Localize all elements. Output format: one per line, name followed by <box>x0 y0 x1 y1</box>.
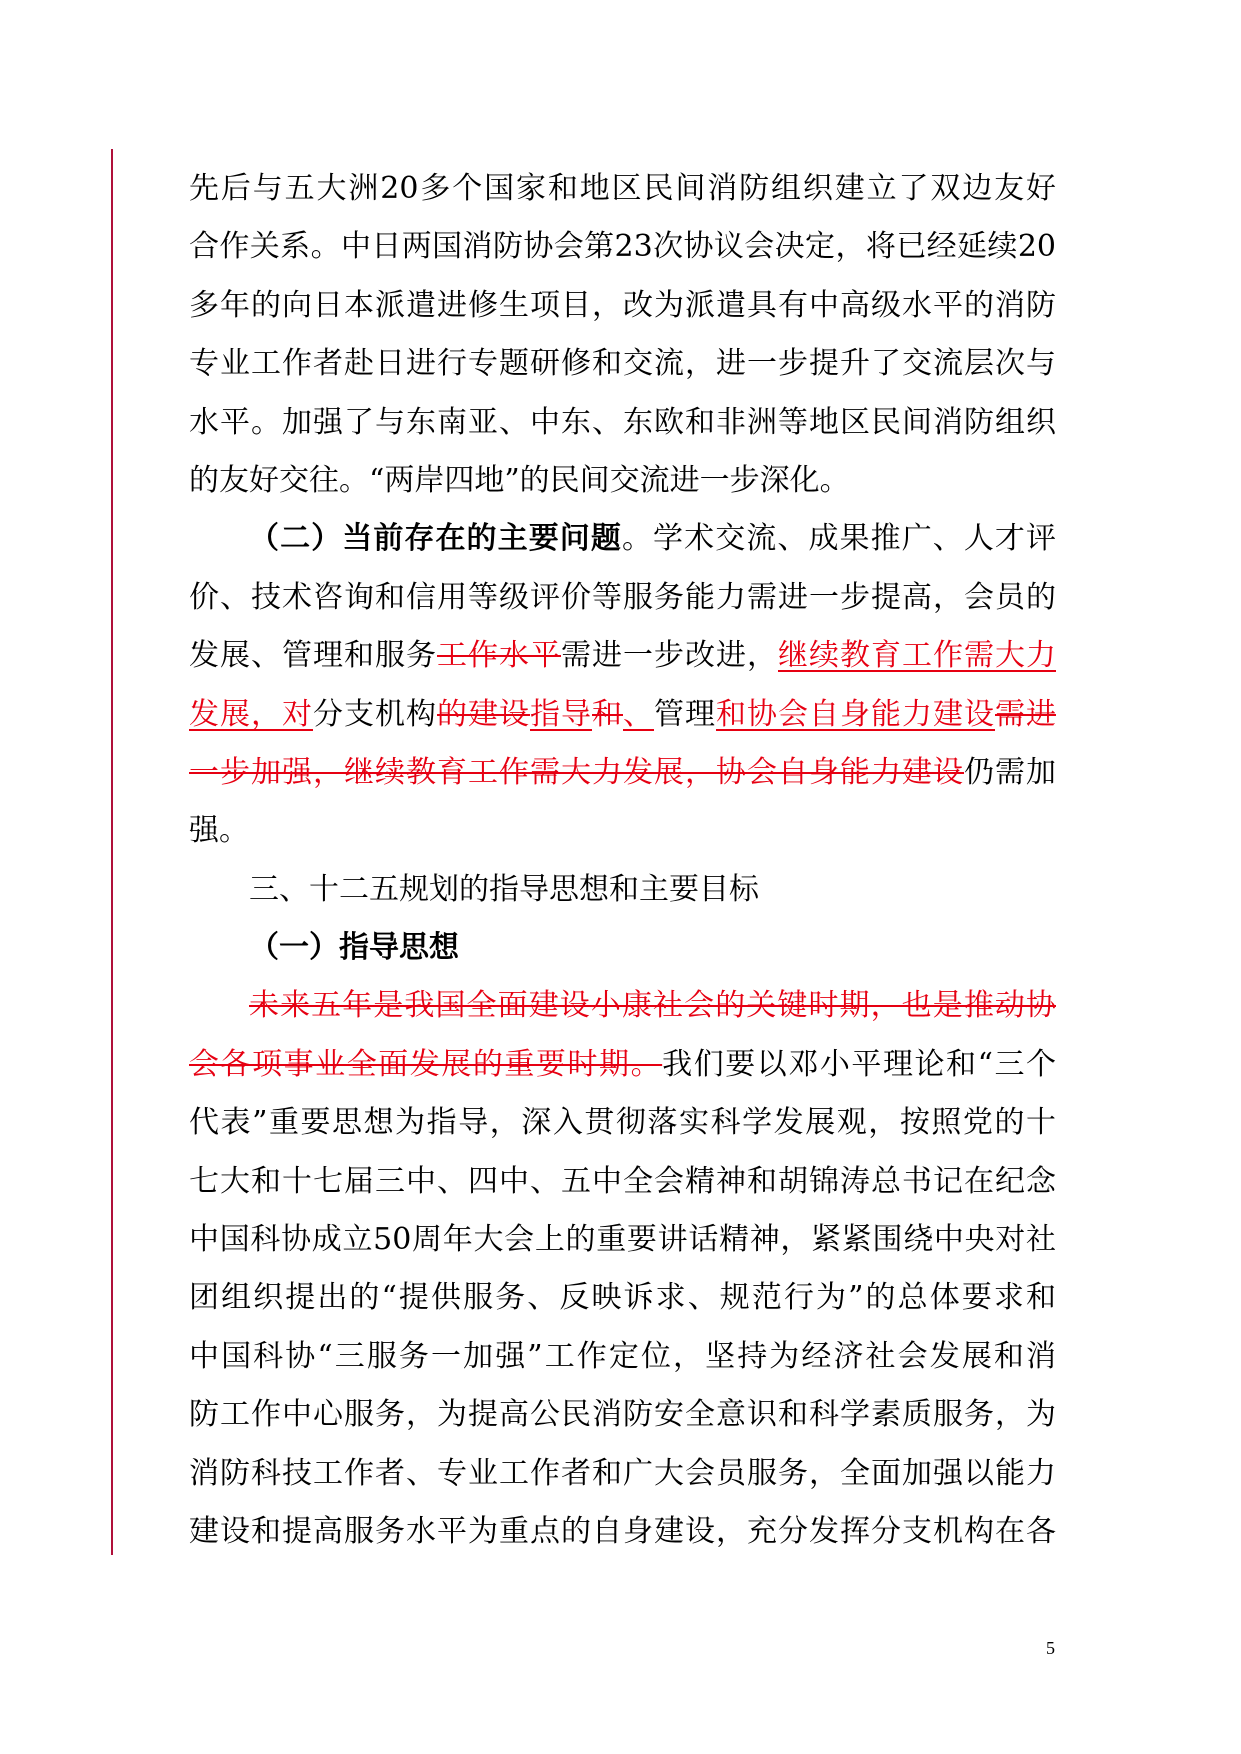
subsection-heading: （二）当前存在的主要问题 <box>249 521 622 557</box>
text-line <box>189 452 1056 510</box>
text-segment: 分支机构 <box>313 696 437 732</box>
text-segment: 消防科技工作者、专业工作者和广大会员服务，全面加强以能力 <box>189 1455 1056 1491</box>
text-line <box>189 1328 1056 1386</box>
section-heading: 三、十二五规划的指导思想和主要目标 <box>249 871 759 907</box>
text-segment: 仍需加 <box>964 754 1056 790</box>
text-line <box>189 1503 1056 1561</box>
deleted-text: 一步加强，继续教育工作需大力发展，协会自身能力建设 <box>189 754 964 790</box>
page-number: 5 <box>1046 1638 1055 1658</box>
text-line <box>189 335 1056 393</box>
text-segment: 强。 <box>189 813 249 849</box>
text-line <box>189 686 1056 744</box>
text-line <box>189 277 1056 335</box>
text-line <box>189 861 1056 919</box>
text-line <box>189 1036 1056 1094</box>
text-segment: 中国科协“三服务一加强”工作定位，坚持为经济社会发展和消 <box>189 1338 1056 1374</box>
text-line <box>189 218 1056 276</box>
inserted-text: 和协会自身能力建设 <box>716 696 995 732</box>
text-segment: 我们要以邓小平理论和“三个 <box>662 1046 1056 1082</box>
text-line <box>189 1153 1056 1211</box>
deleted-text: 和 <box>592 696 623 732</box>
text-line <box>189 977 1056 1035</box>
text-line <box>189 569 1056 627</box>
text-segment: 合作关系。中日两国消防协会第23次协议会决定，将已经延续20 <box>189 229 1056 265</box>
text-segment: 多年的向日本派遣进修生项目，改为派遣具有中高级水平的消防 <box>189 287 1056 323</box>
deleted-text: 未来五年是我国全面建设小康社会的关键时期，也是推动协 <box>249 988 1056 1024</box>
deleted-text: 的建设 <box>437 696 530 732</box>
deleted-text: 会各项事业全面发展的重要时期。 <box>189 1046 663 1082</box>
text-line <box>189 802 1056 860</box>
text-segment: 发展、管理和服务 <box>189 638 437 674</box>
text-segment: 七大和十七届三中、四中、五中全会精神和胡锦涛总书记在纪念 <box>189 1163 1056 1199</box>
text-segment: 管理 <box>654 696 716 732</box>
text-segment: 价、技术咨询和信用等级评价等服务能力需进一步提高，会员的 <box>189 579 1056 615</box>
text-line <box>189 627 1056 685</box>
text-line <box>189 919 1056 977</box>
text-line <box>189 1269 1056 1327</box>
text-line <box>189 744 1056 802</box>
revision-bar <box>111 149 113 1555</box>
deleted-text: 工作水平 <box>437 638 561 674</box>
text-line <box>189 1211 1056 1269</box>
text-segment: 代表”重要思想为指导，深入贯彻落实科学发展观，按照党的十 <box>189 1105 1056 1141</box>
text-segment: 团组织提出的“提供服务、反映诉求、规范行为”的总体要求和 <box>189 1280 1056 1316</box>
subsection-heading: （一）指导思想 <box>249 930 459 966</box>
text-segment: 的友好交往。“两岸四地”的民间交流进一步深化。 <box>189 462 850 498</box>
text-segment: 需进一步改进， <box>561 638 778 674</box>
text-segment: 中国科协成立50周年大会上的重要讲话精神，紧紧围绕中央对社 <box>189 1222 1056 1258</box>
text-line <box>189 1386 1056 1444</box>
inserted-text: 发展，对 <box>189 696 313 732</box>
inserted-text: 、 <box>623 696 654 732</box>
text-line <box>189 160 1056 218</box>
text-line <box>189 1445 1056 1503</box>
text-segment: 防工作中心服务，为提高公民消防安全意识和科学素质服务，为 <box>189 1397 1056 1433</box>
text-segment: 水平。加强了与东南亚、中东、东欧和非洲等地区民间消防组织 <box>189 404 1056 440</box>
text-segment: 建设和提高服务水平为重点的自身建设，充分发挥分支机构在各 <box>189 1513 1056 1549</box>
text-line <box>189 1094 1056 1152</box>
inserted-text: 指导 <box>530 696 592 732</box>
text-segment: 专业工作者赴日进行专题研修和交流，进一步提升了交流层次与 <box>189 346 1056 382</box>
text-segment: 。学术交流、成果推广、人才评 <box>621 521 1056 557</box>
text-line <box>189 394 1056 452</box>
deleted-text: 需进 <box>995 696 1056 732</box>
body-text <box>189 160 1056 1561</box>
text-line <box>189 510 1056 568</box>
text-segment: 先后与五大洲20多个国家和地区民间消防组织建立了双边友好 <box>189 171 1056 206</box>
inserted-text: 继续教育工作需大力 <box>778 638 1056 674</box>
